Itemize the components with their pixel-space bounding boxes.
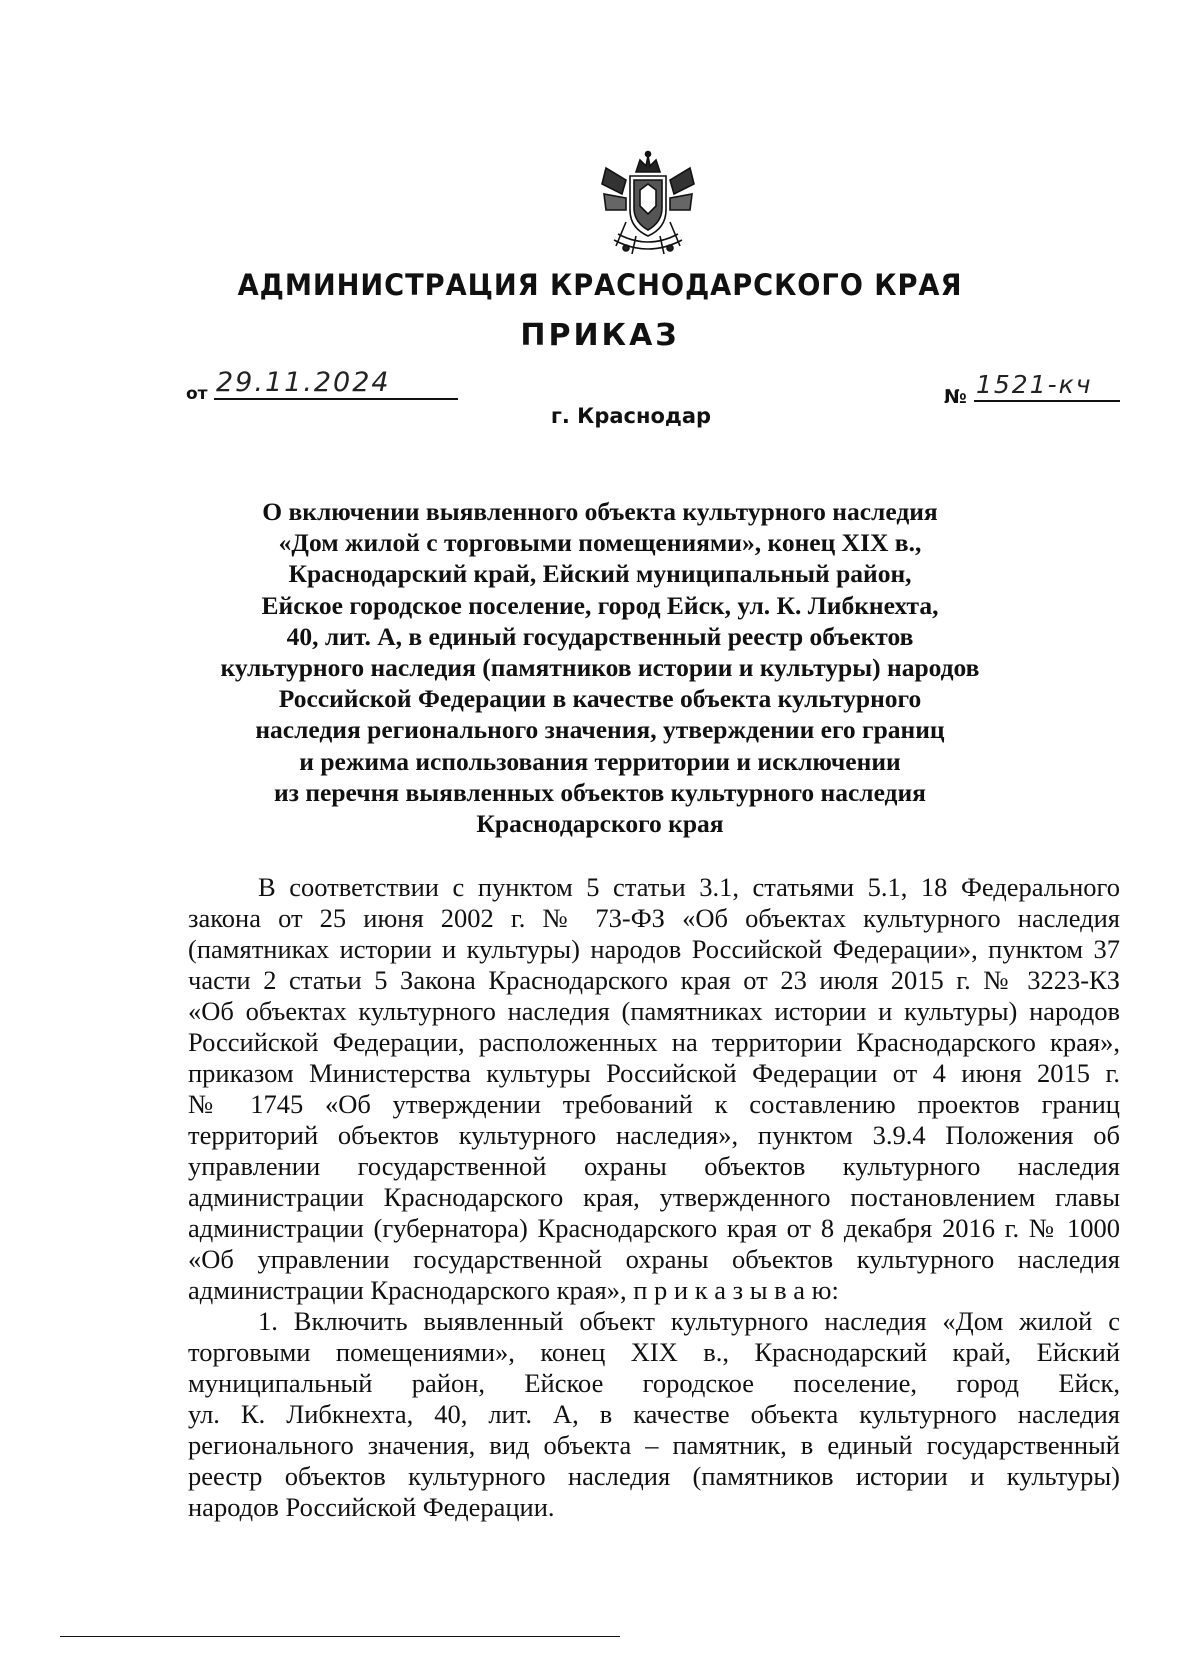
body-line: регионального значения, вид объекта – памятник, в единый государственный	[188, 1430, 1120, 1460]
footer-divider	[60, 1636, 620, 1637]
body-line: администрации Краснодарского края», п р и к а з ы в а ю:	[188, 1275, 839, 1305]
body-line: «Об управлении государственной охраны объектов культурного наследия	[188, 1244, 1120, 1274]
title-line: наследия регионального значения, утверждении его границ	[255, 715, 945, 745]
body-line: № 1745 «Об утверждении требований к составлению проектов границ	[188, 1089, 1120, 1119]
date-label: от	[186, 384, 208, 404]
document-number: 1521-кч	[974, 368, 1120, 402]
body-line: части 2 статьи 5 Закона Краснодарского края от 23 июля 2015 г. № 3223-КЗ	[188, 965, 1120, 995]
title-line: культурного наследия (памятников истории и культуры) народов	[220, 653, 980, 683]
body-line: (памятниках истории и культуры) народов Российской Федерации», пунктом 37	[188, 934, 1120, 964]
title-line: О включении выявленного объекта культурного наследия	[262, 497, 938, 526]
document-type: ПРИКАЗ	[520, 318, 680, 353]
title-line: Краснодарского края	[476, 809, 724, 839]
document-body	[188, 872, 1120, 1523]
body-line: реестр объектов культурного наследия (памятников истории и культуры)	[188, 1461, 1120, 1491]
body-line: ул. К. Либкнехта, 40, лит. А, в качестве объекта культурного наследия	[188, 1399, 1120, 1429]
title-line: и режима использования территории и исключении	[299, 746, 901, 776]
body-line: В соответствии с пунктом 5 статьи 3.1, статьями 5.1, 18 Федерального	[258, 872, 1120, 902]
body-line: управлении государственной охраны объектов культурного наследия	[188, 1151, 1120, 1181]
body-line: «Об объектах культурного наследия (памятниках истории и культуры) народов	[188, 996, 1120, 1026]
body-line: администрации Краснодарского края, утвержденного постановлением главы	[188, 1182, 1120, 1212]
title-line: Ейское городское поселение, город Ейск, ул. К. Либкнехта,	[261, 590, 939, 620]
body-line: муниципальный район, Ейское городское поселение, город Ейск,	[188, 1368, 1120, 1398]
document-title	[200, 496, 1000, 839]
title-line: «Дом жилой с торговыми помещениями», конец XIX в.,	[278, 528, 922, 558]
document-date: 29.11.2024	[214, 366, 458, 400]
organization-name: АДМИНИСТРАЦИЯ КРАСНОДАРСКОГО КРАЯ	[237, 268, 963, 302]
number-label: №	[944, 386, 967, 408]
body-line: территорий объектов культурного наследия», пунктом 3.9.4 Положения об	[188, 1120, 1120, 1150]
body-line: торговыми помещениями», конец XIX в., Краснодарский край, Ейский	[188, 1337, 1120, 1367]
title-line: Краснодарский край, Ейский муниципальный район,	[288, 559, 912, 589]
body-line: 1. Включить выявленный объект культурного наследия «Дом жилой с	[258, 1306, 1120, 1336]
body-line: администрации (губернатора) Краснодарского края от 8 декабря 2016 г. № 1000	[188, 1213, 1120, 1243]
coat-of-arms-emblem	[596, 150, 700, 260]
body-line: закона от 25 июня 2002 г. № 73-ФЗ «Об объектах культурного наследия	[188, 903, 1120, 933]
title-line: 40, лит. А, в единый государственный реестр объектов	[286, 621, 914, 651]
body-line: народов Российской Федерации.	[188, 1492, 555, 1522]
body-line: приказом Министерства культуры Российской Федерации от 4 июня 2015 г.	[188, 1058, 1120, 1088]
title-line: из перечня выявленных объектов культурного наследия	[274, 777, 926, 807]
title-line: Российской Федерации в качестве объекта культурного	[278, 684, 922, 714]
city-name: г. Краснодар	[550, 404, 712, 428]
body-line: Российской Федерации, расположенных на территории Краснодарского края»,	[188, 1027, 1120, 1057]
